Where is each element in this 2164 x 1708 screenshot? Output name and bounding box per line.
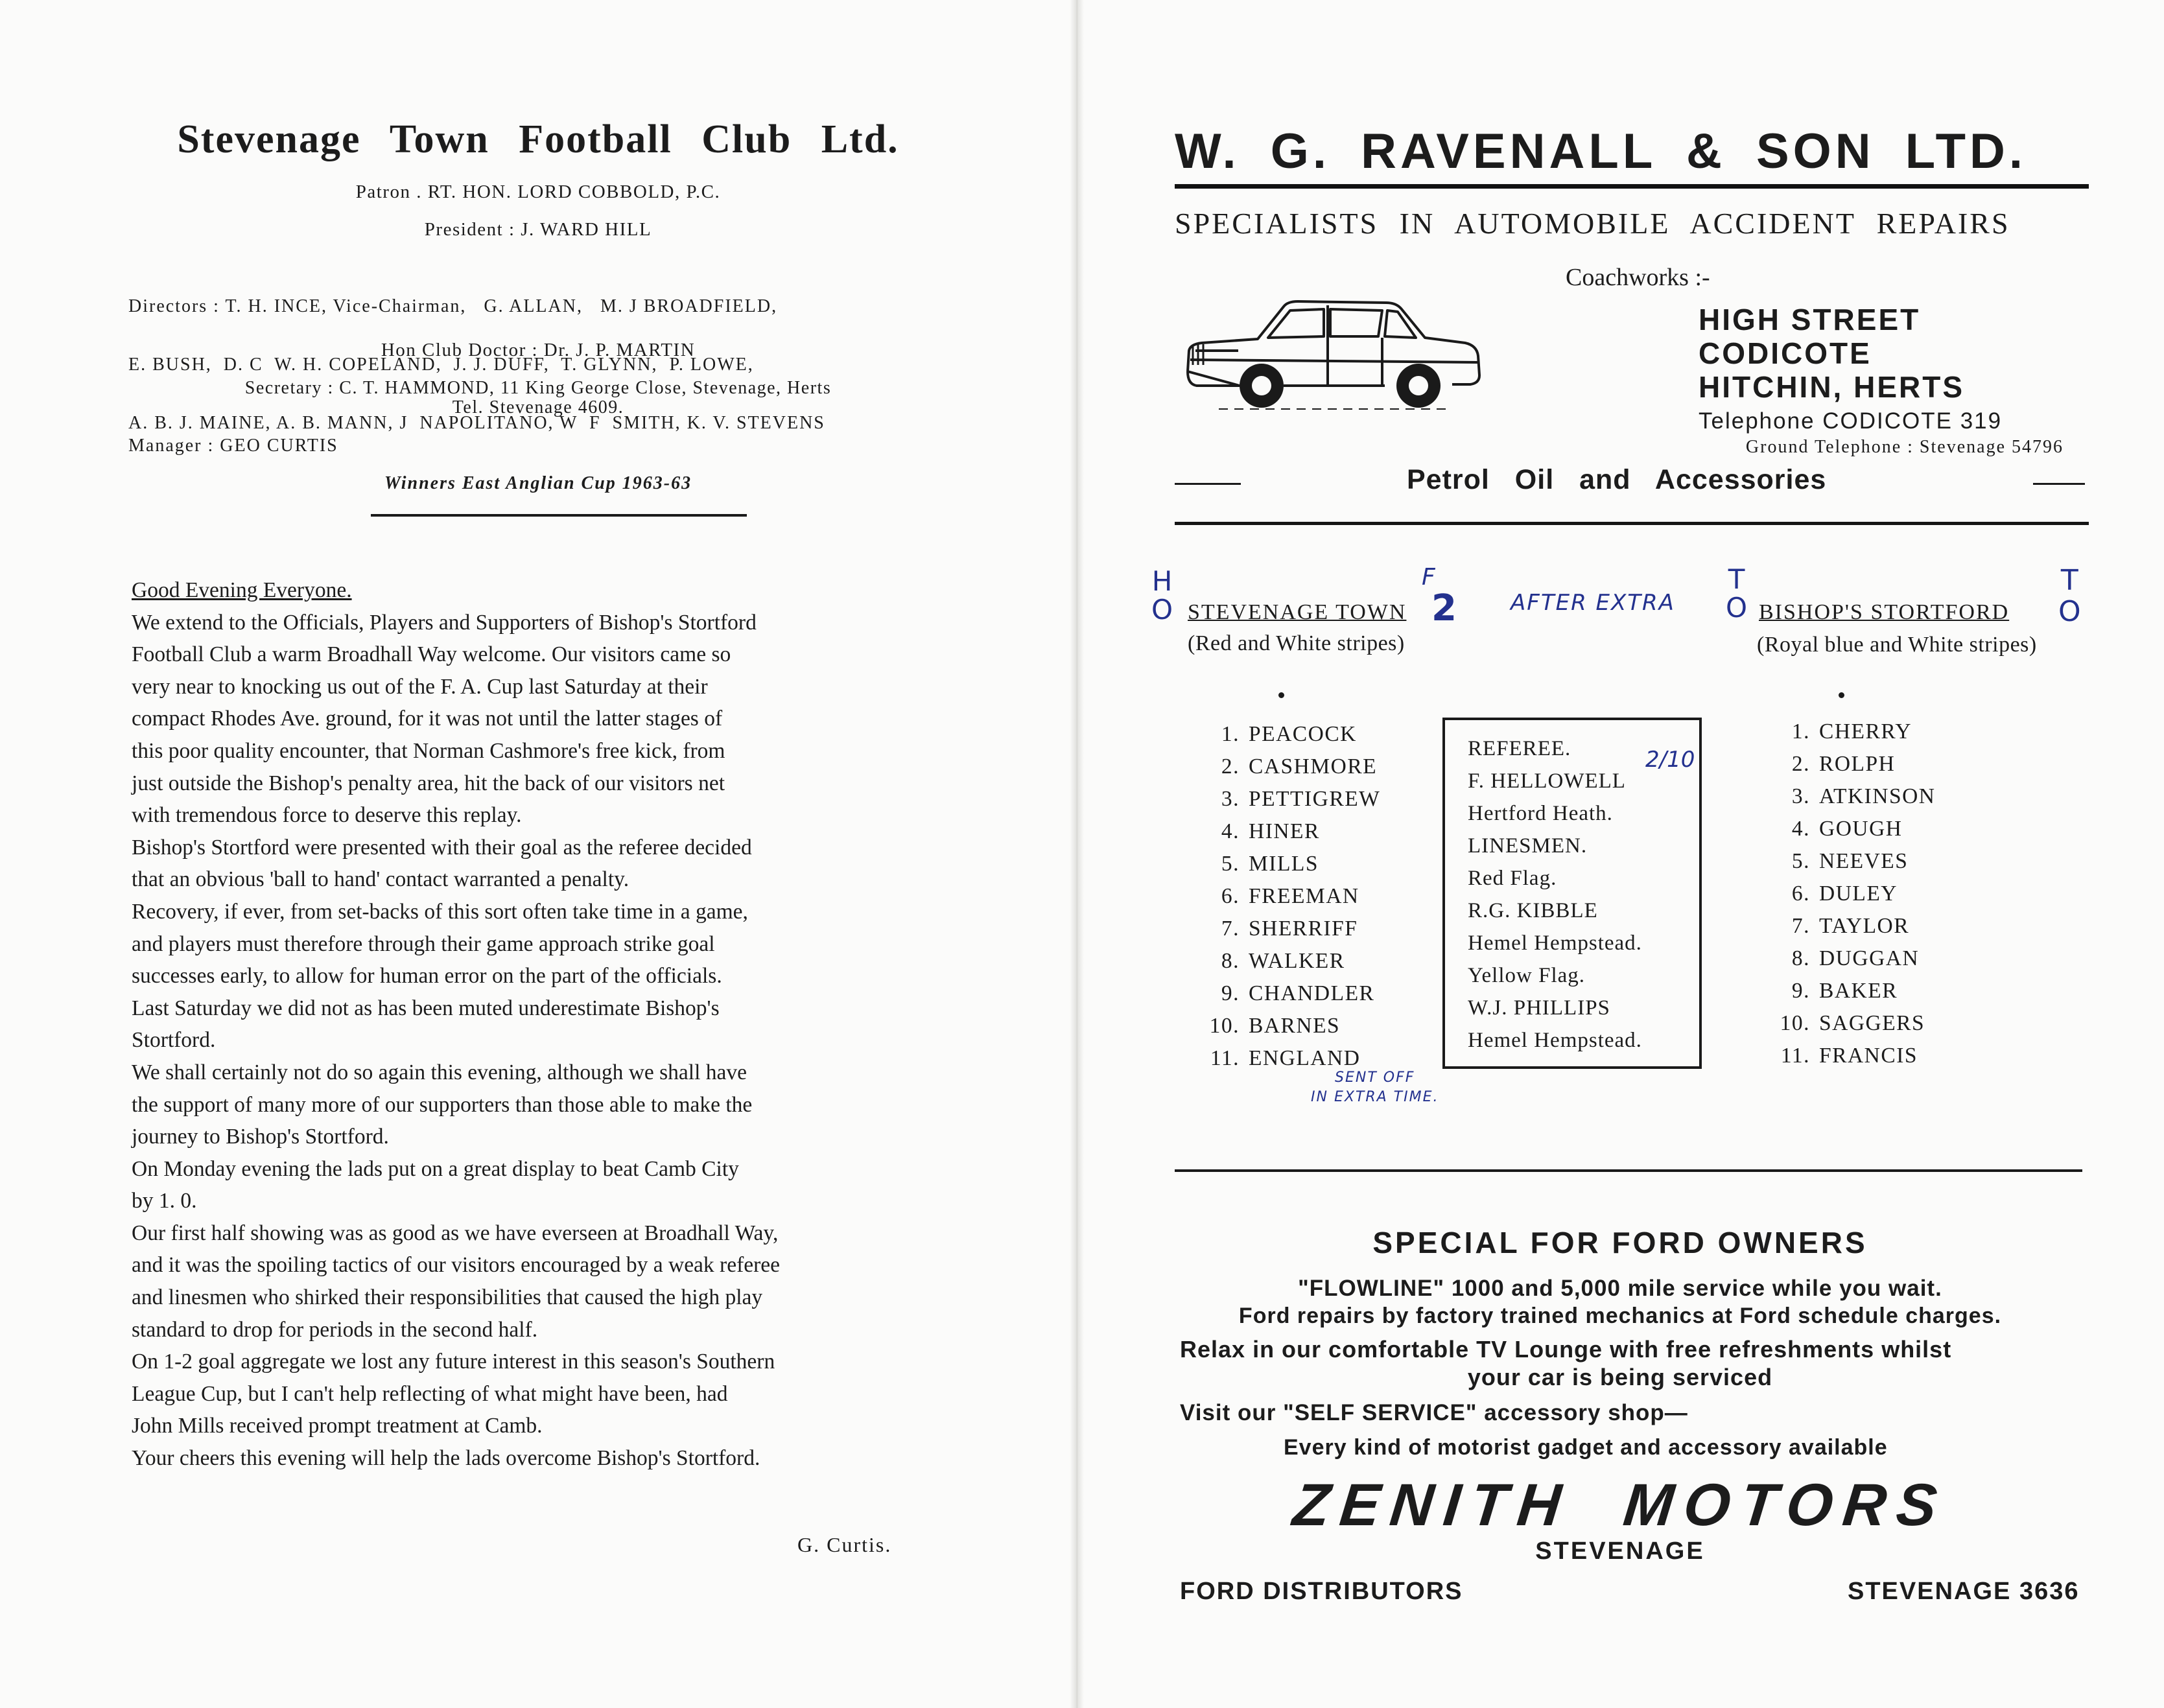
manager-line: Manager : GEO CURTIS [128, 436, 338, 456]
player-number: 4. [1221, 819, 1240, 843]
player-row [1192, 783, 1380, 815]
player-row [1762, 813, 1936, 845]
letter-line: Bishop's Stortford were presented with their goal as the referee decided [132, 835, 752, 860]
letter-line: Stortford. [132, 1028, 216, 1053]
player-number: 9. [1791, 979, 1810, 1003]
letter-line: compact Rhodes Ave. ground, for it was not until the latter stages of [132, 707, 723, 731]
player-row [1762, 748, 1936, 780]
ford-advert-line: Every kind of motorist gadget and accessory available [1284, 1435, 1888, 1460]
player-name: HINER [1249, 819, 1320, 843]
player-number: 9. [1221, 981, 1240, 1005]
handwritten-half-time-away [1726, 565, 1747, 622]
player-number: 11. [1780, 1044, 1810, 1068]
letter-line: League Cup, but I can't help reflecting of what might have been, had [132, 1381, 728, 1406]
player-name: FREEMAN [1249, 884, 1359, 908]
player-row [1192, 977, 1380, 1010]
home-team-colours: (Red and White stripes) [1188, 631, 1405, 655]
player-number: 2. [1221, 755, 1240, 778]
letter-line: just outside the Bishop's penalty area, hit the back of our visitors net [132, 771, 725, 795]
player-number: 1. [1791, 719, 1810, 743]
letter-line: with tremendous force to deserve this replay. [132, 803, 522, 828]
player-row [1762, 878, 1936, 910]
player-name: PETTIGREW [1249, 787, 1381, 811]
player-row [1762, 716, 1936, 748]
president-line: President : J. WARD HILL [424, 219, 652, 240]
handwritten-mark: IN EXTRA TIME. [1311, 1089, 1439, 1105]
player-row [1192, 815, 1380, 848]
letter-line: On Monday evening the lads put on a great display to beat Camb City [132, 1156, 739, 1181]
letter-line: and it was the spoiling tactics of our visitors encouraged by a weak referee [132, 1253, 780, 1278]
away-team-colours: (Royal blue and White stripes) [1757, 633, 2037, 657]
coachworks-label: Coachworks :- [1566, 264, 1710, 291]
player-row [1192, 1010, 1380, 1042]
ford-advert-line: Relax in our comfortable TV Lounge with free refreshments whilst [1180, 1336, 1952, 1363]
player-row [1762, 845, 1936, 878]
player-name: GOUGH [1819, 817, 1903, 841]
dash-rule [1175, 483, 1241, 485]
patron-line: Patron . RT. HON. LORD COBBOLD, P.C. [355, 181, 721, 202]
divider [1175, 1169, 2082, 1172]
dash-rule [2033, 483, 2085, 485]
ford-advert-line: your car is being serviced [1467, 1364, 1773, 1390]
player-row [1192, 913, 1380, 945]
ford-owners-heading: SPECIAL FOR FORD OWNERS [1372, 1226, 1868, 1259]
letter-line: by 1. 0. [132, 1189, 197, 1213]
ford-advert-line: Ford repairs by factory trained mechanics at Ford schedule charges. [1238, 1304, 2002, 1328]
zenith-town: STEVENAGE [1535, 1538, 1705, 1565]
player-number: 10. [1780, 1011, 1810, 1035]
divider [371, 514, 747, 517]
handwritten-final-label: F [1422, 564, 1435, 591]
secretary-line: Secretary : C. T. HAMMOND, 11 King George Close, Stevenage, Herts [244, 378, 832, 398]
player-name: DUGGAN [1819, 946, 1920, 970]
address-line: CODICOTE [1699, 336, 1872, 370]
player-number: 6. [1791, 882, 1810, 906]
player-row [1762, 975, 1936, 1007]
official-line: REFEREE. [1468, 737, 1571, 760]
club-doctor-line: Hon Club Doctor : Dr. J. P. MARTIN [381, 340, 696, 360]
letter-line: We extend to the Officials, Players and Supporters of Bishop's Stortford [132, 610, 757, 635]
official-line: R.G. KIBBLE [1468, 899, 1598, 922]
player-name: PEACOCK [1249, 722, 1357, 746]
handwritten-mark: T [1728, 563, 1745, 595]
ford-distributors: FORD DISTRIBUTORS [1180, 1578, 1463, 1605]
car-illustration [1180, 288, 1485, 418]
player-name: CASHMORE [1249, 755, 1378, 778]
letter-greeting: Good Evening Everyone. [132, 578, 352, 602]
handwritten-half-time-home [1151, 567, 1173, 624]
handwritten-mark: O [1151, 594, 1173, 626]
player-name: SHERRIFF [1249, 917, 1358, 941]
player-name: ROLPH [1819, 752, 1896, 776]
away-team-name: BISHOP'S STORTFORD [1759, 600, 2010, 624]
ground-telephone: Ground Telephone : Stevenage 54796 [1745, 437, 2064, 457]
player-number: 3. [1221, 787, 1240, 811]
ford-advert-line: Visit our "SELF SERVICE" accessory shop— [1180, 1400, 1688, 1425]
car-grille [1193, 344, 1203, 365]
letter-line: very near to knocking us out of the F. A. Cup last Saturday at their [132, 674, 708, 699]
car-windows [1268, 309, 1416, 338]
player-row [1762, 910, 1936, 942]
player-number: 5. [1791, 849, 1810, 873]
handwritten-mark: SENT OFF [1335, 1070, 1415, 1086]
home-lineup [1192, 718, 1380, 1075]
player-name: ATKINSON [1819, 784, 1936, 808]
away-lineup [1762, 716, 1936, 1072]
official-line: Red Flag. [1468, 867, 1557, 890]
letter-line: Recovery, if ever, from set-backs of this sort often take time in a game, [132, 899, 748, 924]
player-name: BAKER [1819, 979, 1898, 1003]
letter-line: John Mills received prompt treatment at Camb. [132, 1414, 543, 1438]
address-line: HITCHIN, HERTS [1699, 370, 1964, 404]
player-row [1192, 848, 1380, 880]
zenith-telephone: STEVENAGE 3636 [1848, 1578, 2080, 1605]
club-title: Stevenage Town Football Club Ltd. [177, 117, 899, 161]
ravenall-specialists: SPECIALISTS IN AUTOMOBILE ACCIDENT REPAIRS [1175, 207, 2010, 240]
bullet-dot [1839, 692, 1844, 698]
handwritten-after-extra: AFTER EXTRA [1511, 590, 1675, 616]
official-line: Hemel Hempstead. [1468, 931, 1642, 955]
player-name: MILLS [1249, 852, 1319, 876]
letter-line: On 1-2 goal aggregate we lost any future interest in this season's Southern [132, 1350, 775, 1374]
letter-line: Your cheers this evening will help the lads overcome Bishop's Stortford. [132, 1446, 760, 1471]
directors-line: E. BUSH, D. C W. H. COPELAND, J. J. DUFF, T. GLYNN, P. LOWE, [128, 355, 754, 375]
player-row [1192, 880, 1380, 913]
official-line: Yellow Flag. [1468, 964, 1586, 987]
handwritten-referee-rating: 2/10 [1645, 747, 1695, 773]
player-number: 7. [1791, 914, 1810, 938]
petrol-oil-accessories: Petrol Oil and Accessories [1407, 464, 1827, 495]
official-line: Hemel Hempstead. [1468, 1029, 1642, 1052]
letter-line: the support of many more of our supporters than those able to make the [132, 1092, 753, 1117]
player-number: 10. [1209, 1014, 1240, 1038]
ravenall-telephone: Telephone CODICOTE 319 [1699, 408, 2003, 434]
player-number: 3. [1791, 784, 1810, 808]
player-number: 11. [1210, 1046, 1240, 1070]
player-row [1192, 751, 1380, 783]
player-row [1762, 1040, 1936, 1072]
letter-line: journey to Bishop's Stortford. [132, 1125, 389, 1149]
letter-line: successes early, to allow for human error on the part of the officials. [132, 964, 722, 989]
player-name: NEEVES [1819, 849, 1909, 873]
player-number: 6. [1221, 884, 1240, 908]
player-name: CHERRY [1819, 719, 1912, 743]
match-officials [1468, 732, 1642, 1057]
player-row [1762, 1007, 1936, 1040]
handwritten-mark: H [1151, 565, 1173, 597]
letter-line: that an obvious 'ball to hand' contact warranted a penalty. [132, 867, 629, 892]
ravenall-title: W. G. RAVENALL & SON LTD. [1175, 124, 2027, 179]
handwritten-mark: O [1726, 592, 1748, 624]
player-number: 2. [1791, 752, 1810, 776]
secretary-block [0, 379, 1076, 417]
player-number: 4. [1791, 817, 1810, 841]
player-name: DULEY [1819, 882, 1898, 906]
letter-line: Our first half showing was as good as we have everseen at Broadhall Way, [132, 1221, 779, 1245]
official-line: LINESMEN. [1468, 834, 1588, 858]
official-line: W.J. PHILLIPS [1468, 996, 1610, 1020]
player-number: 8. [1221, 949, 1240, 973]
player-number: 1. [1221, 722, 1240, 746]
home-team-name: STEVENAGE TOWN [1188, 600, 1407, 624]
directors-line: A. B. J. MAINE, A. B. MANN, J NAPOLITANO, W F SMITH, K. V. STEVENS [128, 413, 825, 433]
letter-line: and linesmen who shirked their responsibilities that caused the high play [132, 1285, 763, 1310]
official-line: F. HELLOWELL [1468, 769, 1626, 793]
letter-line: standard to drop for periods in the second half. [132, 1317, 538, 1342]
letter-signature: G. Curtis. [797, 1533, 892, 1556]
player-name: TAYLOR [1819, 914, 1910, 938]
managers-letter [132, 574, 974, 1475]
bullet-dot [1278, 692, 1284, 698]
letter-line: We shall certainly not do so again this evening, although we shall have [132, 1060, 747, 1084]
player-row [1762, 942, 1936, 975]
player-row [1192, 945, 1380, 977]
player-name: ENGLAND [1249, 1046, 1361, 1070]
player-name: BARNES [1249, 1014, 1341, 1038]
player-row [1192, 718, 1380, 751]
letter-line: this poor quality encounter, that Norman Cashmore's free kick, from [132, 738, 725, 763]
player-name: CHANDLER [1249, 981, 1375, 1005]
handwritten-sent-off-note [1311, 1068, 1439, 1107]
letter-line: and players must therefore through their game approach strike goal [132, 931, 715, 956]
letter-line: Football Club a warm Broadhall Way welcome. Our visitors came so [132, 642, 731, 667]
player-name: SAGGERS [1819, 1011, 1925, 1035]
player-name: FRANCIS [1819, 1044, 1918, 1068]
ford-advert-line: "FLOWLINE" 1000 and 5,000 mile service while you wait. [1298, 1276, 1942, 1301]
winners-line: Winners East Anglian Cup 1963-63 [384, 473, 692, 493]
page-fold [1070, 0, 1084, 1708]
player-number: 8. [1791, 946, 1810, 970]
directors-line: Directors : T. H. INCE, Vice-Chairman, G. ALLAN, M. J BROADFIELD, [128, 296, 778, 316]
letter-line: Last Saturday we did not as has been muted underestimate Bishop's [132, 996, 720, 1020]
zenith-motors-logo: ZENITH MOTORS [1289, 1472, 1951, 1538]
player-name: WALKER [1249, 949, 1345, 973]
title-underline [1175, 184, 2089, 189]
secretary-telephone: Tel. Stevenage 4609. [452, 397, 624, 417]
handwritten-mark: T [2060, 564, 2078, 597]
address-line: HIGH STREET [1699, 303, 1921, 336]
player-number: 5. [1221, 852, 1240, 876]
player-row [1762, 780, 1936, 813]
divider [1175, 522, 2089, 525]
player-number: 7. [1221, 917, 1240, 941]
official-line: Hertford Heath. [1468, 802, 1613, 825]
handwritten-mark: O [2058, 595, 2081, 628]
handwritten-home-score: 2 [1431, 587, 1457, 629]
handwritten-away-score [2058, 565, 2081, 627]
